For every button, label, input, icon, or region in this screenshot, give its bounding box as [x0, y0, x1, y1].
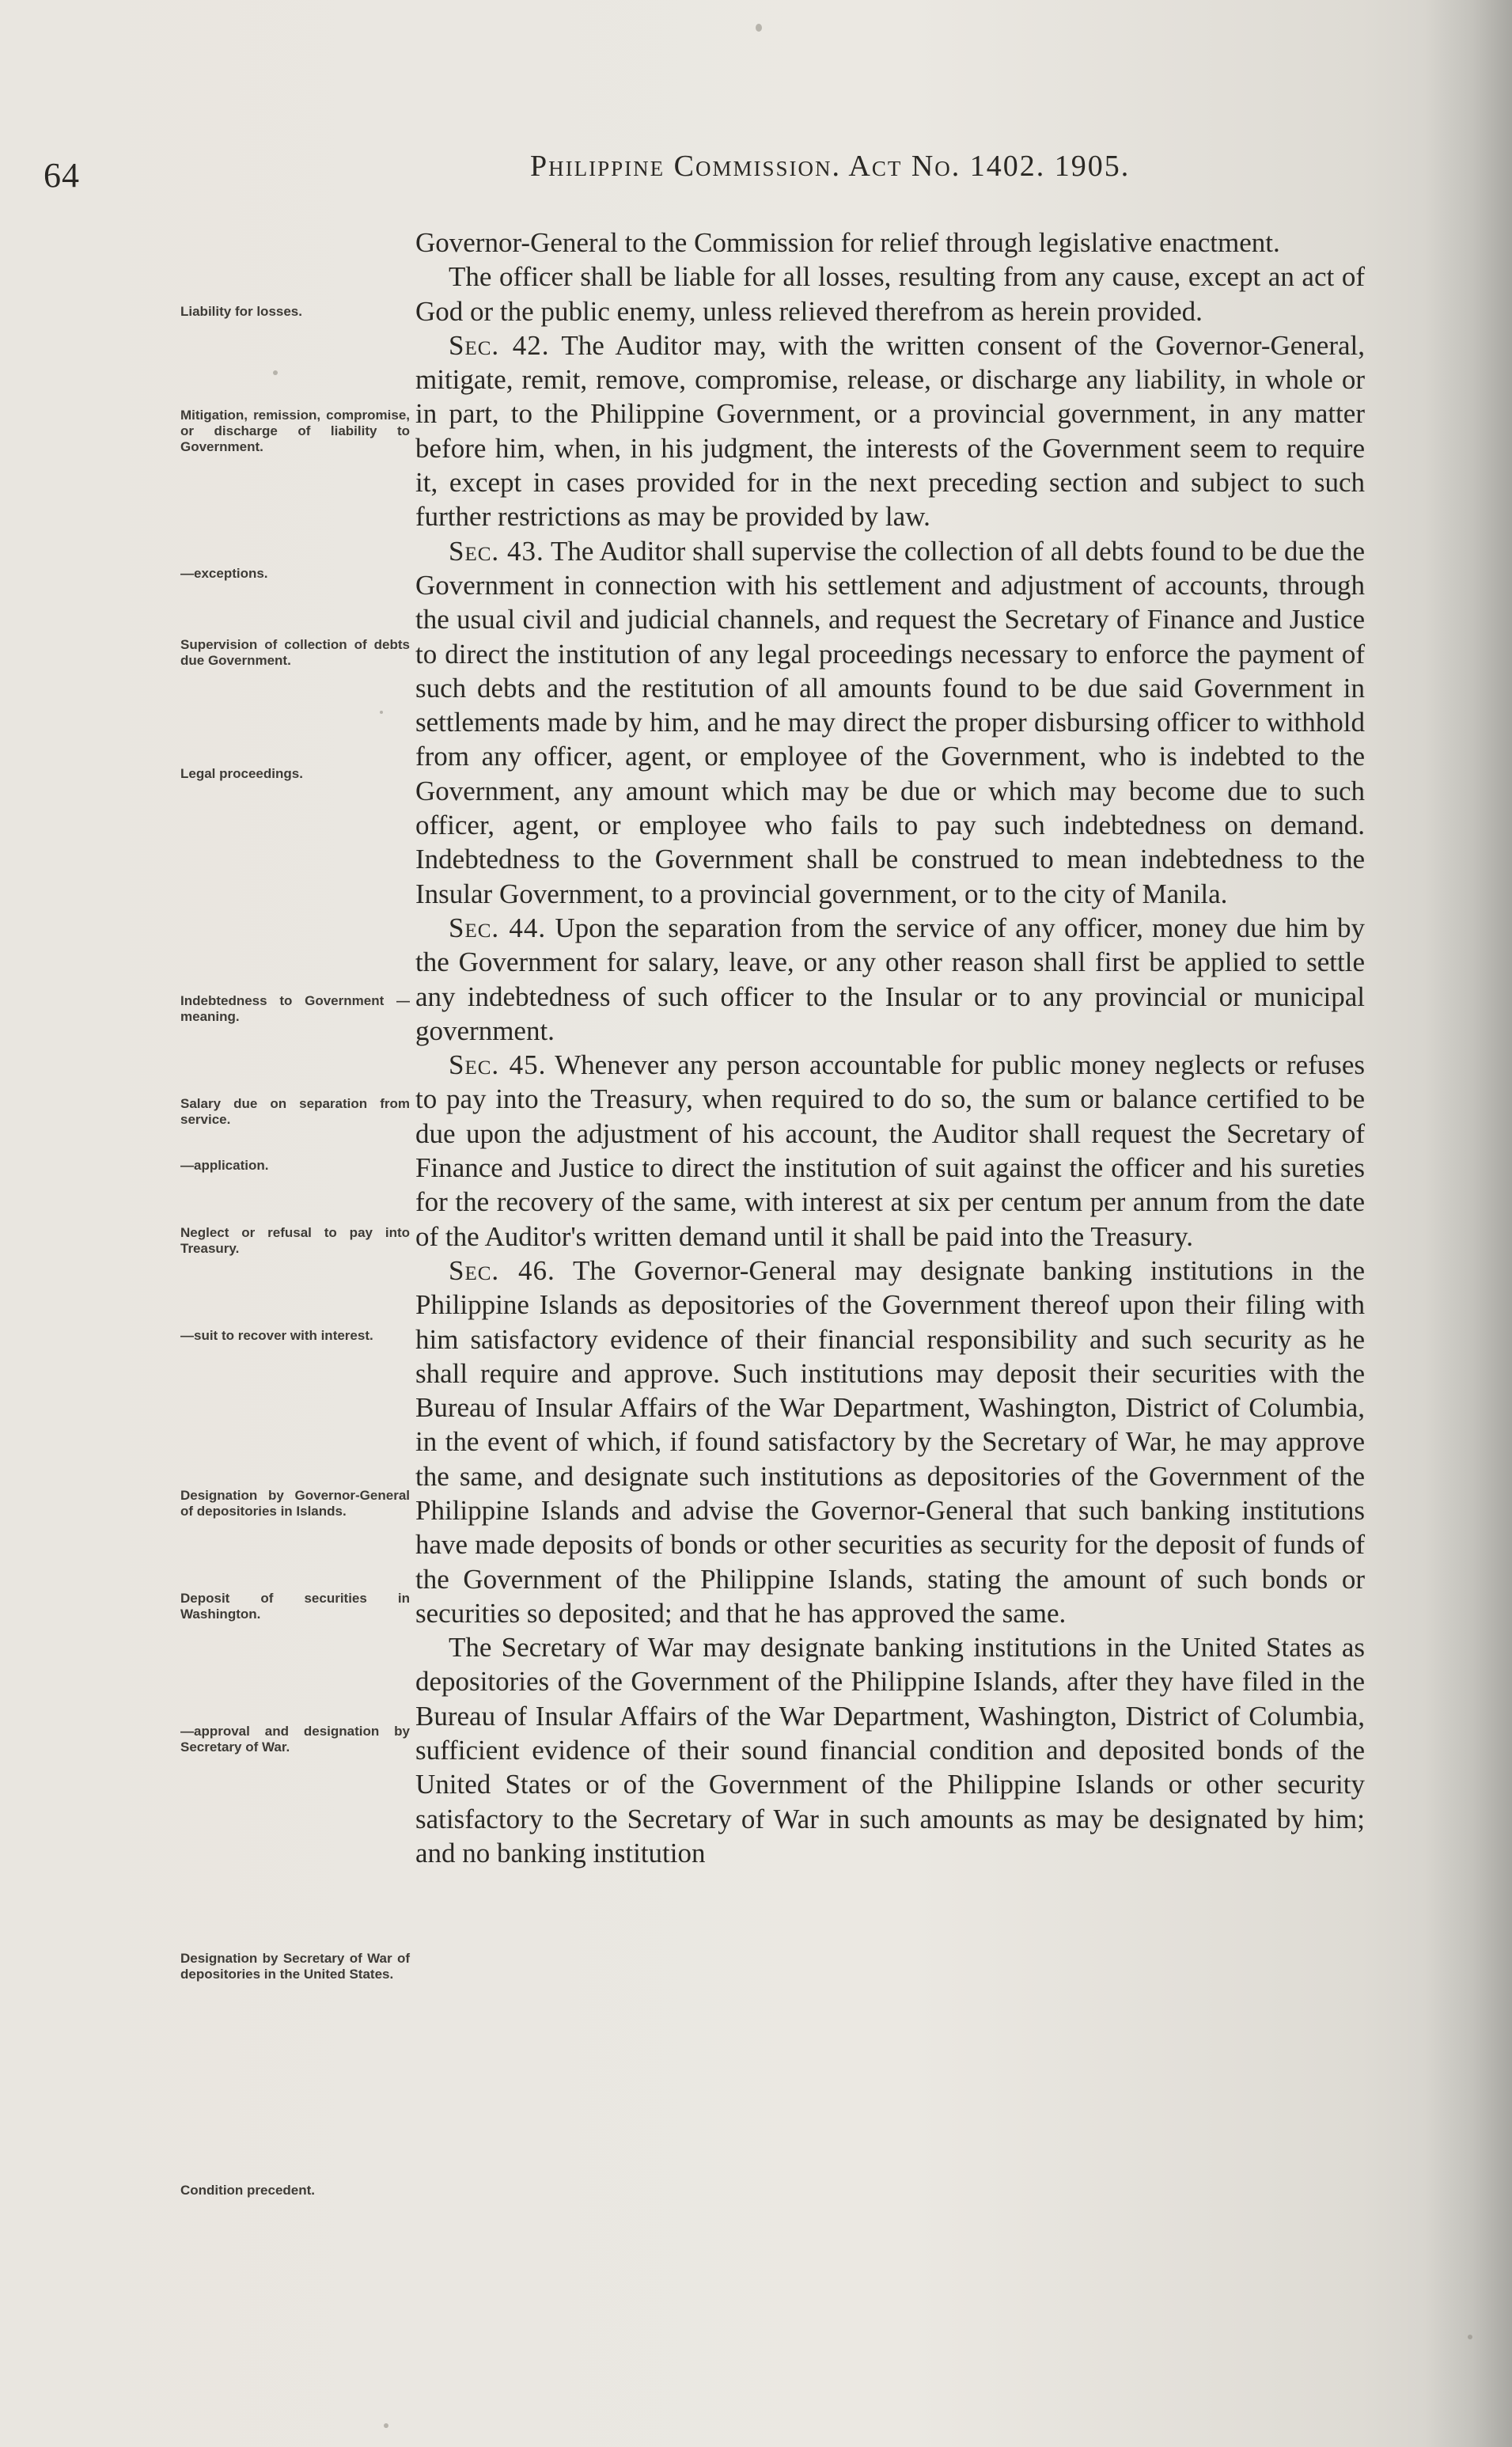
page-number: 64 [44, 156, 80, 195]
margin-note: Deposit of securities in Washington. [180, 1591, 410, 1622]
section-number: Sec. 46. [449, 1254, 555, 1286]
paragraph-text: The Governor-General may designate banking institutions in the Philippine Islands as depositories of the Government thereof upon their filing with him satisfactory evidence of their financial responsibility and such security as he shall require and approve. Such institutions may deposit their securities with the Bureau of Insular Affairs of the War Department, Washington, District of Columbia, in the event of which, if found satisfactory by the Secretary of War, he may approve the same, and designate such institutions as depositories of the Government of the Philippine Islands and advise the Governor-General that such banking institutions have made deposits of bonds or other securities as security for the deposit of funds of the Government of the Philippine Islands, stating the amount of such bonds or securities so deposited; and that he has approved the same. [415, 1254, 1365, 1629]
page-edge-shadow [1425, 0, 1512, 2447]
margin-note: Mitigation, remission, compromise, or discharge of liability to Government. [180, 408, 410, 454]
section-number: Sec. 45. [449, 1049, 547, 1081]
paragraph [415, 260, 1365, 328]
margin-note: Neglect or refusal to pay into Treasury. [180, 1225, 410, 1256]
margin-note: —approval and designation by Secretary of War. [180, 1724, 410, 1755]
paragraph-text: The Auditor shall supervise the collection of all debts found to be due the Government in connection with his settlement and adjustment of accounts, through the usual civil and judicial channels, and request the Secretary of Finance and Justice to direct the institution of any legal proceedings necessary to enforce the payment of such debts and the restitution of all amounts found to be due said Government in settlements made by him, and he may direct the proper disbursing officer to withhold from any officer, agent, or employee of the Government, who is indebted to the Government, any amount which may be due or which may become due to such officer, agent, or employee who fails to pay such indebtedness on demand. Indebtedness to the Government shall be construed to mean indebtedness to the Insular Government, to a provincial government, or to the city of Manila. [415, 535, 1366, 909]
margin-note: Liability for losses. [180, 304, 302, 319]
margin-note: Designation by Governor-General of depositories in Islands. [180, 1488, 410, 1519]
paper-speck [380, 711, 383, 714]
paragraph [415, 911, 1365, 1048]
paper-speck [1468, 2335, 1472, 2339]
section-number: Sec. 43. [449, 535, 544, 567]
paper-speck [273, 370, 278, 375]
paragraph [415, 1254, 1365, 1630]
margin-note: Condition precedent. [180, 2183, 315, 2198]
margin-note: —suit to recover with interest. [180, 1328, 373, 1343]
paragraph [415, 226, 1365, 260]
running-head: Philippine Commission. Act No. 1402. 1905. [530, 150, 1131, 183]
section-number: Sec. 42. [449, 329, 550, 361]
paragraph [415, 328, 1365, 534]
paper-speck [384, 2423, 388, 2428]
paragraph-text: Governor-General to the Commission for relief through legislative enactment. [415, 227, 1280, 258]
margin-note: Supervision of collection of debts due Government. [180, 637, 410, 668]
paragraph-text: The Auditor may, with the written consent of the Governor-General, mitigate, remit, remove, compromise, release, or discharge any liability, in whole or in part, to the Philippine Government, or a provincial government, in any matter before him, when, in his judgment, the interests of the Government seem to require it, except in cases provided for in the next preceding section and subject to such further restrictions as may be provided by law. [415, 329, 1365, 533]
paragraph [415, 1630, 1365, 1870]
paragraph-text: Whenever any person accountable for public money neglects or refuses to pay into the Treasury, when required to do so, the sum or balance certified to be due upon the adjustment of his account, the Auditor shall request the Secretary of Finance and Justice to direct the institution of suit against the officer and his sureties for the recovery of the same, with interest at six per centum per annum from the date of the Auditor's written demand until it shall be paid into the Treasury. [415, 1049, 1366, 1252]
page-header [0, 142, 1512, 198]
margin-note: Legal proceedings. [180, 766, 303, 781]
paragraph-text: The Secretary of War may designate banking institutions in the United States as depositories of the Government of the Philippine Islands, after they have filed in the Bureau of Insular Affairs of the War Department, Washington, District of Columbia, sufficient evidence of their sound financial condition and deposited bonds of the United States or of the Government of the Philippine Islands or other security satisfactory to the Secretary of War in such amounts as may be designated by him; and no banking institution [415, 1632, 1365, 1868]
margin-note: Indebtedness to Government — meaning. [180, 993, 410, 1024]
margin-note: Salary due on separation from service. [180, 1096, 410, 1127]
paragraph [415, 534, 1365, 911]
paragraph-text: Upon the separation from the service of any officer, money due him by the Government for salary, leave, or any other reason shall first be applied to settle any indebtedness of such officer to the Insular or to any provincial or municipal government. [415, 912, 1366, 1046]
paragraph-text: The officer shall be liable for all losses, resulting from any cause, except an act of God or the public enemy, unless relieved therefrom as herein provided. [415, 261, 1365, 327]
margin-note: —exceptions. [180, 566, 268, 581]
section-number: Sec. 44. [449, 912, 547, 943]
paragraph [415, 1048, 1365, 1254]
paper-speck [756, 24, 762, 32]
main-text-column [415, 226, 1365, 1870]
margin-note: Designation by Secretary of War of depositories in the United States. [180, 1951, 410, 1982]
margin-note: —application. [180, 1158, 269, 1173]
